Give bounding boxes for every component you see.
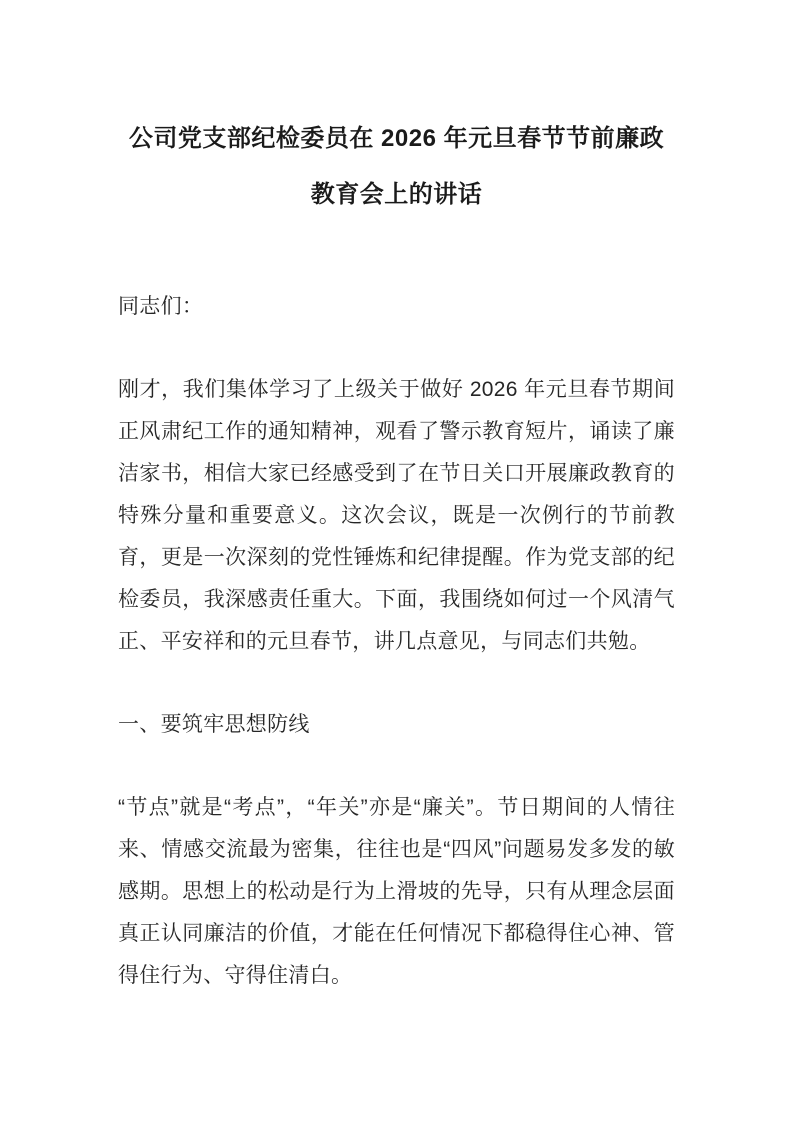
document-title: 公司党支部纪检委员在 2026 年元旦春节节前廉政教育会上的讲话 bbox=[128, 125, 665, 208]
paragraph-body: “节点”就是“考点”，“年关”亦是“廉关”。节日期间的人情往来、情感交流最为密集，往往也是“四风”问题易发多发的敏感期。思想上的松动是行为上滑坡的先导，只有从理念层面真正认同廉洁的价值，才能在任何情况下都稳得住心神、管得住行为、守得住清白。 bbox=[118, 796, 675, 987]
paragraph-section-heading: 一、要筑牢思想防线 bbox=[118, 713, 310, 736]
paragraph-salutation: 同志们： bbox=[118, 295, 204, 318]
paragraph-body: 刚才，我们集体学习了上级关于做好 2026 年元旦春节期间正风肃纪工作的通知精神，观看了警示教育短片，诵读了廉洁家书，相信大家已经感受到了在节日关口开展廉政教育的特殊分量和重要意义。这次会议，既是一次例行的节前教育，更是一次深刻的党性锤炼和纪律提醒。作为党支部的纪检委员，我深感责任重大。下面，我围绕如何过一个风清气正、平安祥和的元旦春节，讲几点意见，与同志们共勉。 bbox=[118, 378, 675, 653]
